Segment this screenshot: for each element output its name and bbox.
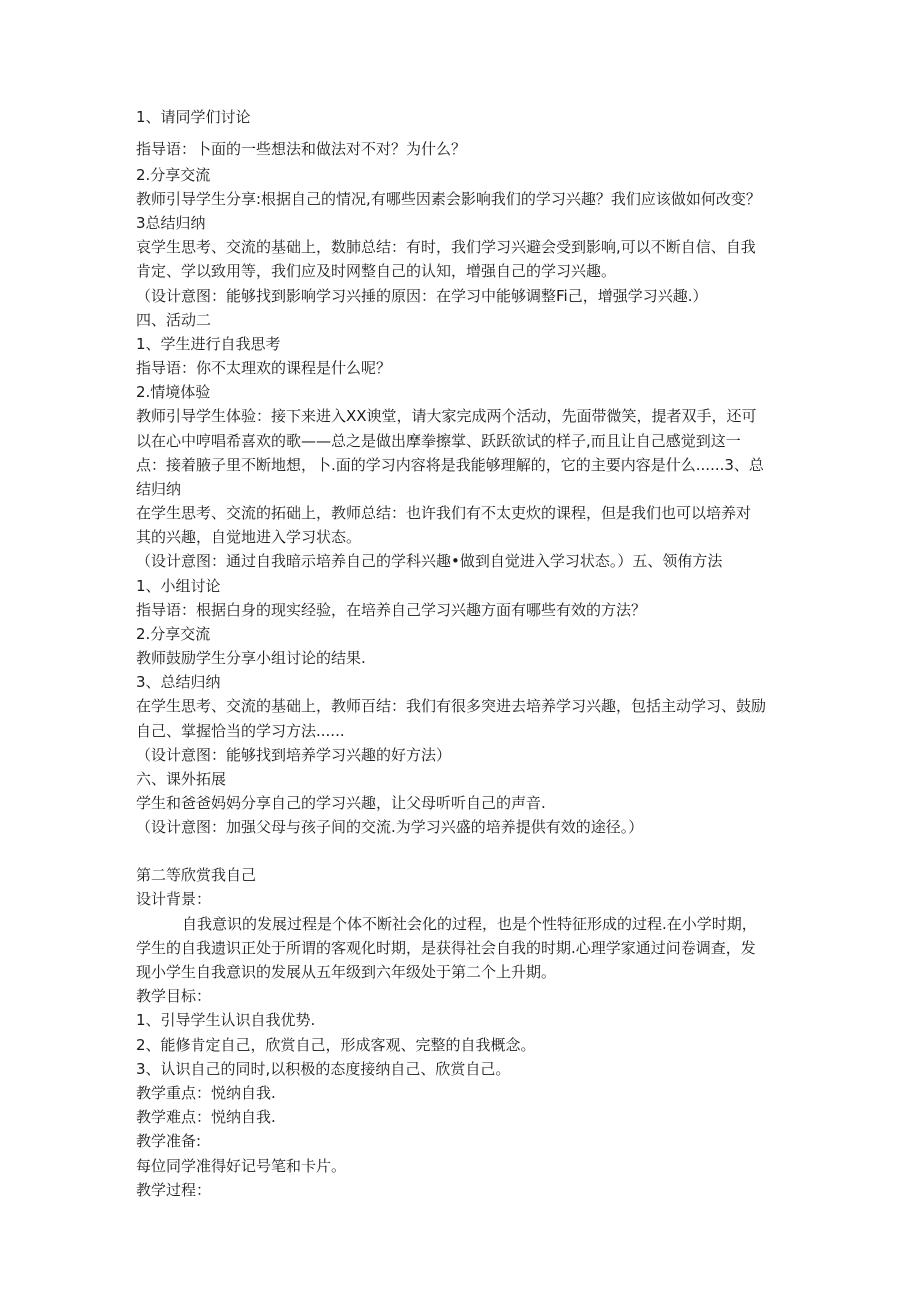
text-line: 教学目标： — [136, 987, 212, 1005]
text-line: 2.情境体验 — [136, 383, 211, 401]
text-line: 3、总结归纳 — [136, 673, 221, 691]
text-line: 1、请同学们讨论 — [136, 108, 251, 126]
text-line: （设计意图：加强父母与孩子间的交流.为学习兴盛的培养提供有效的途径。） — [136, 818, 644, 836]
text-line: 设计背景： — [136, 890, 212, 908]
text-line: 结归纳 — [136, 480, 182, 498]
text-line: 指导语：根据白身的现实经验，在培养自己学习兴趣方面有哪些有效的方法？ — [136, 601, 647, 619]
text-line: 1、引导学生认识自我优势. — [136, 1011, 316, 1029]
text-line: 自己、掌握恰当的学习方法...... — [136, 722, 345, 740]
text-line: （设计意图：通过自我暗示培养自己的学科兴趣•做到自觉进入学习状态。）五、领侑方法 — [136, 552, 723, 570]
text-line: 教师鼓励学生分享小组讨论的结果. — [136, 649, 366, 667]
text-line: 教学重点：悦纳自我. — [136, 1084, 276, 1102]
text-line: 六、课外拓展 — [136, 770, 227, 788]
text-line: 1、小组讨论 — [136, 577, 221, 595]
text-line: 自我意识的发展过程是个体不断社会化的过程，也是个性特征形成的过程.在小学时期， — [182, 915, 757, 933]
text-line: 点：接着腋子里不断地想，卜.面的学习内容将是我能够理解的，它的主要内容是什么......3、总 — [136, 456, 764, 474]
text-line: 四、活动二 — [136, 311, 212, 329]
text-line: 2.分享交流 — [136, 166, 211, 184]
section-title: 第二等欣赏我自己 — [136, 866, 257, 884]
text-line: （设计意图：能够找到影响学习兴捶的原因：在学习中能够调整Fi己，增强学习兴趣.） — [136, 287, 708, 305]
text-line: 1、学生进行自我思考 — [136, 335, 281, 353]
text-line: 肯定、学以致用等，我们应及时网整自己的认知，增强自己的学习兴趣。 — [136, 262, 617, 280]
text-line: 每位同学准得好记号笔和卡片。 — [136, 1157, 347, 1175]
text-line: 哀学生思考、交流的基础上，数肺总结：有时，我们学习兴避会受到影响,可以不断自信、自我 — [136, 238, 756, 256]
text-line: 学生的自我遗识正处于所谓的客观化时期，是获得社会自我的时期.心理学家通过问卷调查，发 — [136, 939, 756, 957]
text-line: （设计意图：能够找到培养学习兴趣的好方法） — [136, 746, 452, 764]
text-line: 3、认识自己的同时,以积极的态度接纳自己、欣赏自己。 — [136, 1060, 511, 1078]
text-line: 指导语：卜面的一些想法和做法对不对？为什么？ — [136, 140, 467, 158]
text-line: 3总结归纳 — [136, 214, 206, 232]
text-line: 在学生思考、交流的拓础上，教师总结：也许我们有不太吏炊的课程，但是我们也可以培养对 — [136, 504, 752, 522]
text-line: 教学准备: — [136, 1132, 202, 1150]
text-line: 2.分享交流 — [136, 625, 211, 643]
text-line: 教师引导学生体验：接下来进入XX谀堂，请大家完成两个活动，先面带微笑，提者双手，还可 — [136, 407, 757, 425]
text-line: 教师引导学生分享:根据自己的情况,有哪些因素会影响我们的学习兴趣？我们应该做如何改变？ — [136, 190, 761, 208]
text-line: 现小学生自我意识的发展从五年级到六年级处于第二个上升期。 — [136, 963, 557, 981]
text-line: 在学生思考、交流的基础上，教师百结：我们有很多突进去培养学习兴趣，包括主动学习、鼓励 — [136, 697, 767, 715]
text-line: 指导语：你不太理欢的课程是什么呢？ — [136, 359, 392, 377]
text-line: 其的兴趣，自觉地进入学习状态。 — [136, 528, 362, 546]
text-line: 2、能修肯定自己，欣赏自己，形成客观、完整的自我概念。 — [136, 1036, 536, 1054]
text-line: 教学过程： — [136, 1181, 212, 1199]
text-line: 学生和爸爸妈妈分享自己的学习兴趣，让父母听听自己的声音. — [136, 794, 546, 812]
text-line: 教学难点：悦纳自我. — [136, 1108, 276, 1126]
text-line: 以在心中哼唱希喜欢的歌——总之是做出摩拳擦掌、跃跃欲试的样子,而且让自己感觉到这一 — [136, 432, 741, 450]
